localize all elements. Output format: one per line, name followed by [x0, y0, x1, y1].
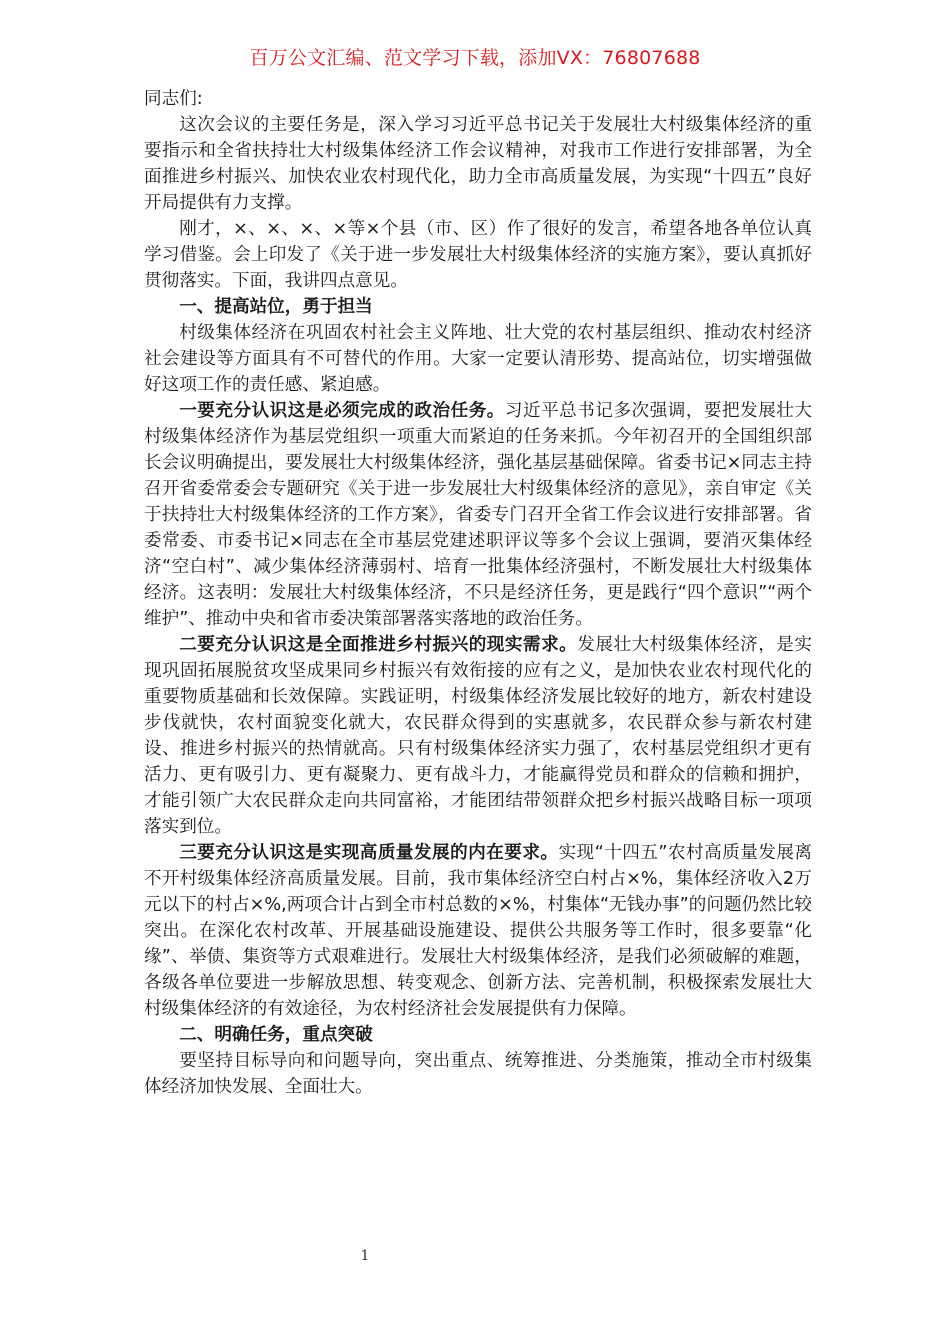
paragraph-point-2: [144, 632, 812, 840]
paragraph-point-3: [144, 840, 812, 1022]
point-3-lead: 三要充分认识这是实现高质量发展的内在要求。: [179, 843, 559, 863]
point-1-lead: 一要充分认识这是必须完成的政治任务。: [179, 401, 505, 421]
point-2-text: 发展壮大村级集体经济，是实现巩固拓展脱贫攻坚成果同乡村振兴有效衔接的应有之义，是加快农业农村现代化的重要物质基础和长效保障。实践证明，村级集体经济发展比较好的地方，新农村建设步伐就快，农村面貌变化就大，农民群众得到的实惠就多，农民群众参与新农村建设、推进乡村振兴的热情就高。只有村级集体经济实力强了，农村基层党组织才更有活力、更有吸引力、更有凝聚力、更有战斗力，才能赢得党员和群众的信赖和拥护，才能引领广大农民群众走向共同富裕，才能团结带领群众把乡村振兴战略目标一项项落实到位。: [144, 635, 812, 837]
paragraph-point-1: [144, 398, 812, 632]
paragraph-remarks: 刚才，×、×、×、×等×个县（市、区）作了很好的发言，希望各地各单位认真学习借鉴。会上印发了《关于进一步发展壮大村级集体经济的实施方案》，要认真抓好贯彻落实。下面，我讲四点意见。: [144, 219, 812, 291]
point-2-lead: 二要充分认识这是全面推进乡村振兴的现实需求。: [179, 635, 578, 655]
document-body: [144, 86, 812, 1100]
salutation: 同志们:: [144, 89, 203, 109]
paragraph-section2-intro: 要坚持目标导向和问题导向，突出重点、统筹推进、分类施策，推动全市村级集体经济加快发展、全面壮大。: [144, 1051, 812, 1097]
paragraph-section1-intro: 村级集体经济在巩固农村社会主义阵地、壮大党的农村基层组织、推动农村经济社会建设等方面具有不可替代的作用。大家一定要认清形势、提高站位，切实增强做好这项工作的责任感、紧迫感。: [144, 323, 812, 395]
section-heading-2: 二、明确任务，重点突破: [179, 1025, 373, 1045]
ad-banner: 百万公文汇编、范文学习下载，添加VX：76807688: [249, 47, 701, 69]
page-number: 1: [360, 1248, 370, 1264]
paragraph-intro: 这次会议的主要任务是，深入学习习近平总书记关于发展壮大村级集体经济的重要指示和全省扶持壮大村级集体经济工作会议精神，对我市工作进行安排部署，为全面推进乡村振兴、加快农业农村现代化，助力全市高质量发展，为实现“十四五”良好开局提供有力支撑。: [144, 115, 812, 213]
point-3-text: 实现“十四五”农村高质量发展离不开村级集体经济高质量发展。目前，我市集体经济空白村占×%，集体经济收入2万元以下的村占×%,两项合计占到全市村总数的×%，村集体“无钱办事”的问题仍然比较突出。在深化农村改革、开展基础设施建设、提供公共服务等工作时，很多要靠“化缘”、举债、集资等方式艰难进行。发展壮大村级集体经济，是我们必须破解的难题，各级各单位要进一步解放思想、转变观念、创新方法、完善机制，积极探索发展壮大村级集体经济的有效途径，为农村经济社会发展提供有力保障。: [144, 843, 812, 1019]
section-heading-1: 一、提高站位，勇于担当: [179, 297, 373, 317]
point-1-text: 习近平总书记多次强调，要把发展壮大村级集体经济作为基层党组织一项重大而紧迫的任务来抓。今年初召开的全国组织部长会议明确提出，要发展壮大村级集体经济，强化基层基础保障。省委书记×同志主持召开省委常委会专题研究《关于进一步发展壮大村级集体经济的意见》，亲自审定《关于扶持壮大村级集体经济的工作方案》，省委专门召开全省工作会议进行安排部署。省委常委、市委书记×同志在全市基层党建述职评议等多个会议上强调，要消灭集体经济“空白村”、减少集体经济薄弱村、培育一批集体经济强村，不断发展壮大村级集体经济。这表明：发展壮大村级集体经济，不只是经济任务，更是践行“四个意识”“两个维护”、推动中央和省市委决策部署落实落地的政治任务。: [144, 401, 812, 629]
